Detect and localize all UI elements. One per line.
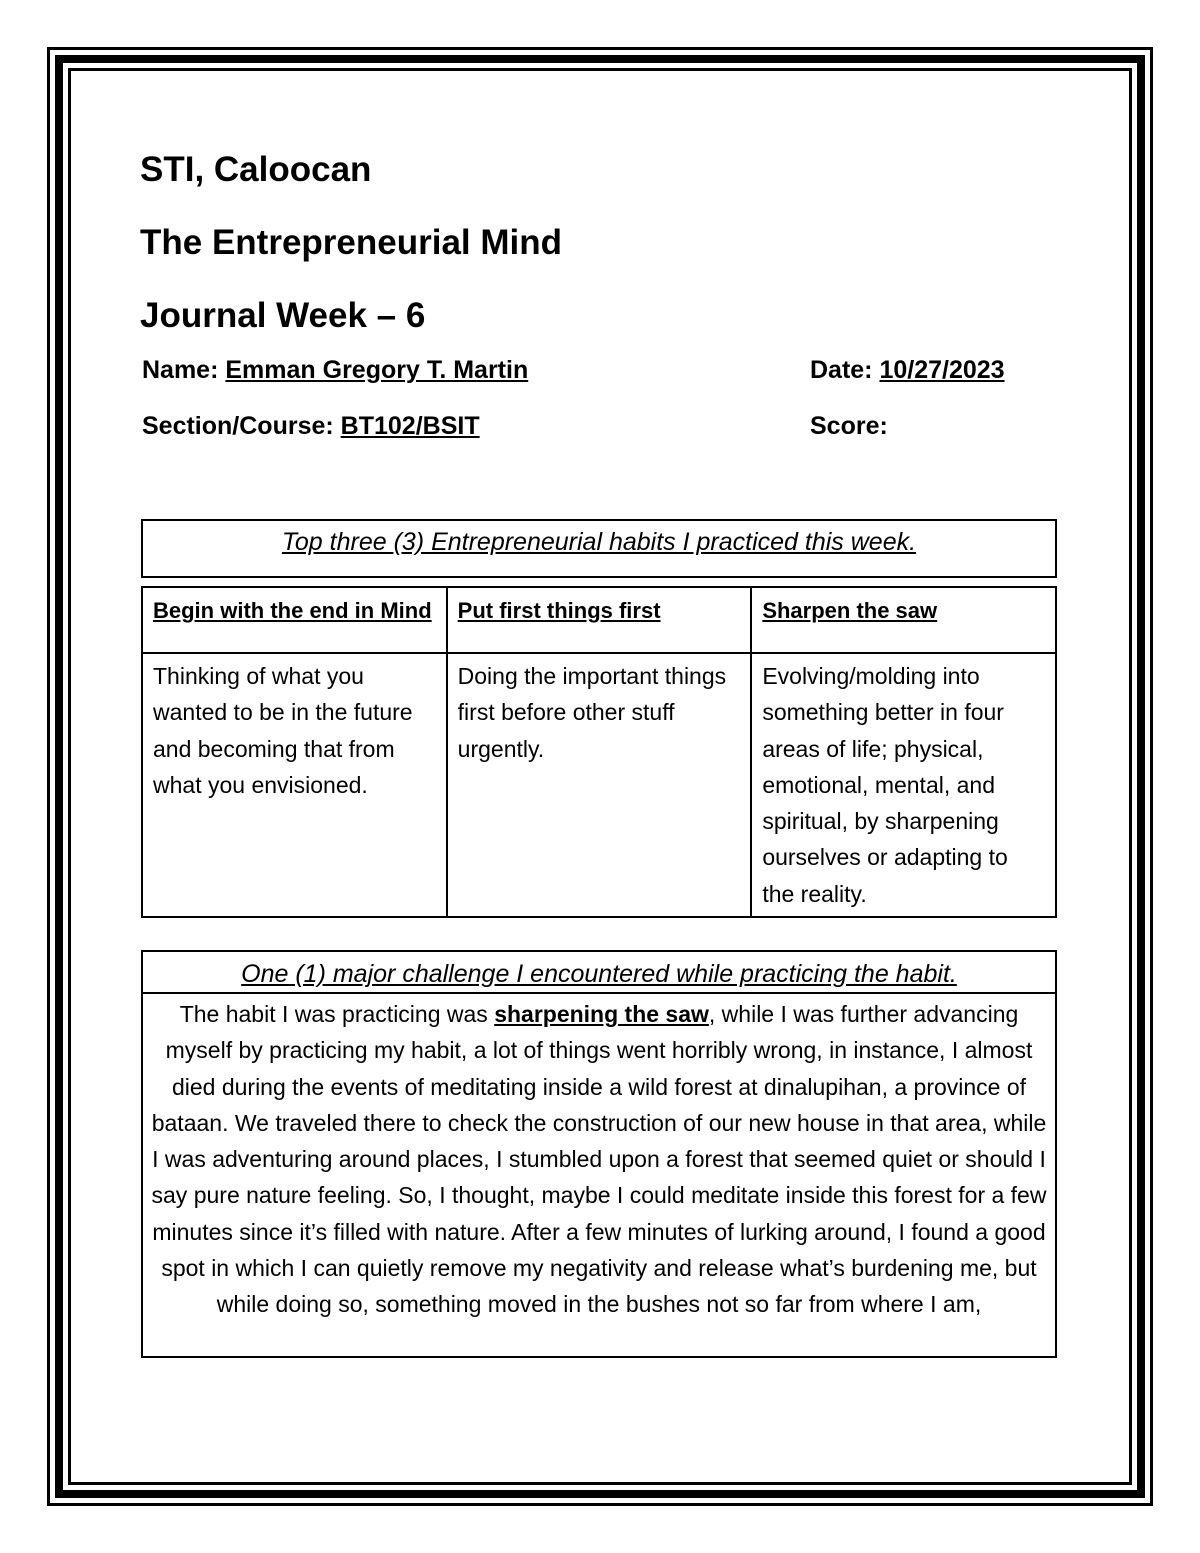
section-field [142,411,480,441]
challenge-text [143,994,1055,1323]
journal-title: Journal Week – 6 [140,296,426,335]
habits-description-row [142,653,1056,917]
habit-heading: Put first things first [447,587,752,653]
challenge-text-rest: , while I was further advancing myself by practicing my habit, a lot of things went horribly wrong, in instance, I almost died during the events of meditating inside a wild forest at dinalupihan, a province of bataan. We traveled there to check the construction of our new house in that area, while I was adventuring around places, I stumbled upon a forest that seemed quiet or should I say pure nature feeling. So, I thought, maybe I could meditate inside this forest for a few minutes since it’s filled with nature. After a few minutes of lurking around, I found a good spot in which I can quietly remove my negativity and release what’s burdening me, but while doing so, something moved in the bushes not so far from where I am, [151,1001,1047,1318]
habit-heading: Begin with the end in Mind [142,587,447,653]
habit-description: Evolving/molding into something better in four areas of life; physical, emotional, mental, and spiritual, by sharpening ourselves or adapting to the reality. [751,653,1056,917]
date-field [810,355,1005,385]
name-field [142,355,528,385]
course-title: The Entrepreneurial Mind [140,223,562,262]
school-title: STI, Caloocan [140,150,372,189]
section-label: Section/Course: [142,412,334,440]
habits-header-row [142,587,1056,653]
date-label: Date: [810,356,873,384]
name-label: Name: [142,356,219,384]
challenge-box [141,950,1057,1358]
habit-heading: Sharpen the saw [751,587,1056,653]
score-label: Score: [810,412,888,440]
habits-table-title: Top three (3) Entrepreneurial habits I practiced this week. [141,519,1057,578]
section-value: BT102/BSIT [340,412,480,440]
date-value: 10/27/2023 [879,356,1005,384]
habit-description: Thinking of what you wanted to be in the future and becoming that from what you envisioned. [142,653,447,917]
challenge-text-emphasis: sharpening the saw [494,1001,709,1027]
habits-table [141,586,1057,918]
score-field [810,411,888,441]
challenge-text-intro: The habit I was practicing was [179,1001,495,1027]
name-value: Emman Gregory T. Martin [225,356,529,384]
challenge-title: One (1) major challenge I encountered while practicing the habit. [143,952,1055,994]
habit-description: Doing the important things first before other stuff urgently. [447,653,752,917]
